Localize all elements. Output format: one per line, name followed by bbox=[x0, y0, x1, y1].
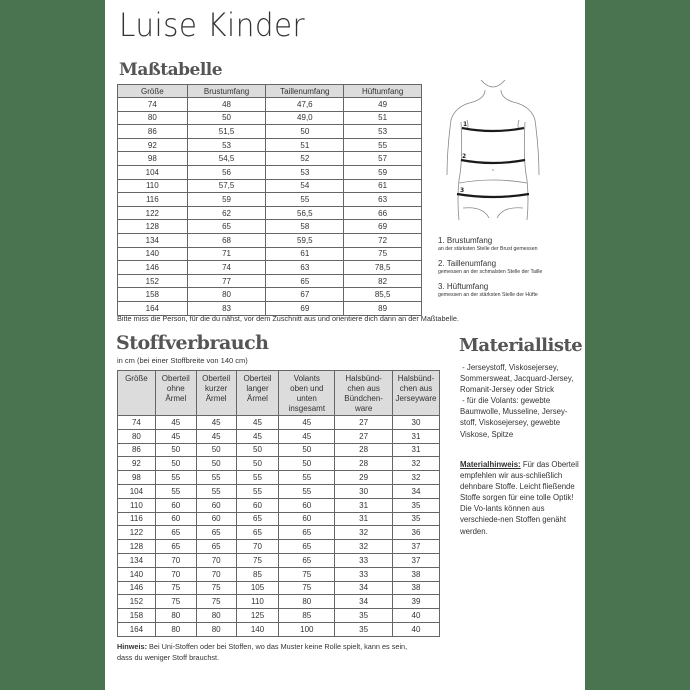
material-line: Romanit-Jersey oder Strick bbox=[460, 385, 555, 395]
table-cell: 55 bbox=[236, 471, 279, 485]
table-cell: 53 bbox=[344, 125, 422, 139]
column-header bbox=[393, 371, 440, 416]
table-cell: 75 bbox=[155, 581, 196, 595]
header-line: Oberteil bbox=[161, 374, 190, 383]
table-cell: 45 bbox=[279, 416, 335, 430]
table-cell: 116 bbox=[118, 512, 156, 526]
table-cell: 55 bbox=[266, 193, 344, 207]
table-cell: 85 bbox=[236, 567, 279, 581]
table-row bbox=[118, 443, 440, 457]
table-cell: 36 bbox=[393, 526, 440, 540]
table-cell: 70 bbox=[155, 567, 196, 581]
header-line: Halsbünd- bbox=[345, 374, 382, 383]
table-cell: 55 bbox=[196, 471, 236, 485]
table-row bbox=[118, 233, 422, 247]
table-cell: 33 bbox=[335, 553, 393, 567]
table-cell: 128 bbox=[118, 220, 188, 234]
table-cell: 38 bbox=[393, 581, 440, 595]
table-cell: 39 bbox=[393, 595, 440, 609]
table-cell: 49 bbox=[344, 98, 422, 112]
table-cell: 75 bbox=[279, 581, 335, 595]
table-cell: 58 bbox=[266, 220, 344, 234]
table-cell: 27 bbox=[335, 429, 393, 443]
header-line: Oberteil bbox=[243, 374, 272, 383]
table-cell: 122 bbox=[118, 206, 188, 220]
table-cell: 60 bbox=[155, 512, 196, 526]
table-cell: 34 bbox=[335, 581, 393, 595]
marker-2: 2 bbox=[462, 153, 467, 160]
column-header bbox=[155, 371, 196, 416]
table-row bbox=[118, 247, 422, 261]
hint-label: Hinweis: bbox=[117, 642, 148, 651]
marker-1: 1 bbox=[463, 121, 468, 128]
table-cell: 110 bbox=[236, 595, 279, 609]
table-row bbox=[118, 138, 422, 152]
header-line: ware bbox=[354, 404, 373, 413]
header-line: chen aus bbox=[399, 384, 433, 393]
table-row bbox=[118, 301, 422, 315]
legend-item-taillenumfang: 2. Taillenumfang gemessen an der schmalsten Stelle der Taille bbox=[438, 259, 543, 275]
table-cell: 45 bbox=[196, 429, 236, 443]
legend-item-brustumfang: 1. Brustumfang an der stärksten Stelle der Brust gemessen bbox=[438, 236, 538, 252]
column-header: Brustumfang bbox=[187, 85, 266, 98]
material-hint-text: Für das Oberteil empfehlen wir aus-schließlich dehnbare Stoffe. Leicht fließende Stoffe sorgen für eine tolle Optik! Die Vo-lants können aus verschiede-nen Stoffen genäht werden. bbox=[460, 460, 579, 536]
table-cell: 51 bbox=[266, 138, 344, 152]
table-row bbox=[118, 581, 440, 595]
document-page bbox=[105, 0, 585, 690]
table-cell: 134 bbox=[118, 233, 188, 247]
table-cell: 104 bbox=[118, 484, 156, 498]
table-cell: 40 bbox=[393, 622, 440, 636]
table-cell: 28 bbox=[335, 443, 393, 457]
table-row bbox=[118, 274, 422, 288]
table-cell: 50 bbox=[236, 443, 279, 457]
table-cell: 100 bbox=[279, 622, 335, 636]
table-cell: 65 bbox=[155, 526, 196, 540]
table-row bbox=[118, 540, 440, 554]
measurement-legend bbox=[438, 236, 583, 305]
materialliste-heading: Materialliste bbox=[459, 335, 583, 356]
table-cell: 65 bbox=[236, 512, 279, 526]
header-line: Ärmel bbox=[205, 394, 227, 403]
table-cell: 85 bbox=[279, 609, 335, 623]
table-row bbox=[118, 595, 440, 609]
table-row bbox=[118, 206, 422, 220]
material-hint-label: Materialhinweis: bbox=[460, 460, 521, 469]
table-cell: 83 bbox=[187, 301, 266, 315]
table-cell: 71 bbox=[187, 247, 266, 261]
table-cell: 57,5 bbox=[187, 179, 266, 193]
column-header bbox=[118, 371, 156, 416]
table-cell: 164 bbox=[118, 301, 188, 315]
table-cell: 69 bbox=[266, 301, 344, 315]
column-header bbox=[196, 371, 236, 416]
table-cell: 75 bbox=[236, 553, 279, 567]
table-cell: 65 bbox=[196, 526, 236, 540]
table-row bbox=[118, 429, 440, 443]
table-cell: 35 bbox=[393, 512, 440, 526]
table-cell: 55 bbox=[155, 484, 196, 498]
header-line: Halsbünd- bbox=[397, 374, 435, 383]
table-cell: 74 bbox=[187, 261, 266, 275]
material-line: Baumwolle, Musseline, Jersey- bbox=[460, 407, 568, 417]
header-line: unten bbox=[296, 394, 317, 403]
column-header: Größe bbox=[118, 85, 188, 98]
table-cell: 70 bbox=[155, 553, 196, 567]
table-cell: 31 bbox=[393, 429, 440, 443]
table-row bbox=[118, 526, 440, 540]
table-cell: 140 bbox=[118, 247, 188, 261]
material-hint bbox=[460, 459, 582, 537]
child-body-outline-icon bbox=[433, 80, 553, 220]
table-cell: 51 bbox=[344, 111, 422, 125]
marker-3: 3 bbox=[460, 187, 465, 194]
material-line: - Jerseystoff, Viskosejersey, bbox=[460, 363, 559, 372]
header-line: Ärmel bbox=[247, 394, 268, 403]
table-cell: 33 bbox=[335, 567, 393, 581]
column-header: Hüftumfang bbox=[344, 85, 422, 98]
table-cell: 45 bbox=[236, 429, 279, 443]
table-cell: 110 bbox=[118, 498, 156, 512]
table-cell: 65 bbox=[236, 526, 279, 540]
table-cell: 82 bbox=[344, 274, 422, 288]
table-cell: 59 bbox=[344, 165, 422, 179]
table-cell: 50 bbox=[187, 111, 266, 125]
table-cell: 125 bbox=[236, 609, 279, 623]
hint-text: Bei Uni-Stoffen oder bei Stoffen, wo das Muster keine Rolle spielt, kann es sein, dass du weniger Stoff brauchst. bbox=[117, 642, 408, 662]
table-cell: 32 bbox=[393, 471, 440, 485]
header-line: insgesamt bbox=[288, 404, 326, 413]
table-row bbox=[118, 609, 440, 623]
table-cell: 55 bbox=[279, 471, 335, 485]
table-cell: 65 bbox=[155, 540, 196, 554]
table-row bbox=[118, 125, 422, 139]
table-cell: 55 bbox=[196, 484, 236, 498]
mass-table-header-row bbox=[118, 85, 422, 98]
table-cell: 98 bbox=[118, 471, 156, 485]
table-cell: 55 bbox=[279, 484, 335, 498]
table-cell: 45 bbox=[155, 416, 196, 430]
stoff-table-subtitle: in cm (bei einer Stoffbreite von 140 cm) bbox=[117, 356, 248, 365]
table-cell: 59 bbox=[187, 193, 266, 207]
material-line: stoff, Viskosejersey, gewebte bbox=[460, 418, 561, 428]
table-cell: 70 bbox=[236, 540, 279, 554]
table-cell: 128 bbox=[118, 540, 156, 554]
table-cell: 34 bbox=[335, 595, 393, 609]
table-cell: 56 bbox=[187, 165, 266, 179]
table-cell: 53 bbox=[187, 138, 266, 152]
table-cell: 54 bbox=[266, 179, 344, 193]
table-cell: 104 bbox=[118, 165, 188, 179]
stoff-table-body bbox=[118, 416, 440, 637]
table-cell: 56,5 bbox=[266, 206, 344, 220]
table-cell: 140 bbox=[118, 567, 156, 581]
table-row bbox=[118, 567, 440, 581]
header-line: langer bbox=[246, 384, 269, 393]
table-cell: 75 bbox=[196, 581, 236, 595]
table-cell: 158 bbox=[118, 609, 156, 623]
material-list bbox=[460, 362, 582, 440]
table-cell: 34 bbox=[393, 484, 440, 498]
table-cell: 65 bbox=[279, 526, 335, 540]
mass-table-heading: Maßtabelle bbox=[119, 60, 223, 80]
table-cell: 35 bbox=[393, 498, 440, 512]
column-header bbox=[335, 371, 393, 416]
table-cell: 152 bbox=[118, 274, 188, 288]
table-cell: 65 bbox=[187, 220, 266, 234]
table-cell: 116 bbox=[118, 193, 188, 207]
table-cell: 80 bbox=[155, 609, 196, 623]
table-cell: 54,5 bbox=[187, 152, 266, 166]
table-cell: 158 bbox=[118, 288, 188, 302]
table-cell: 57 bbox=[344, 152, 422, 166]
table-cell: 50 bbox=[155, 457, 196, 471]
table-cell: 37 bbox=[393, 553, 440, 567]
table-cell: 55 bbox=[236, 484, 279, 498]
page-title: Luise Kinder bbox=[119, 6, 306, 44]
table-cell: 92 bbox=[118, 457, 156, 471]
table-cell: 122 bbox=[118, 526, 156, 540]
table-row bbox=[118, 98, 422, 112]
table-cell: 70 bbox=[196, 553, 236, 567]
header-line: chen aus bbox=[347, 384, 380, 393]
stoff-table-heading: Stoffverbrauch bbox=[116, 332, 269, 354]
table-cell: 75 bbox=[344, 247, 422, 261]
table-cell: 55 bbox=[344, 138, 422, 152]
table-cell: 31 bbox=[335, 498, 393, 512]
table-cell: 72 bbox=[344, 233, 422, 247]
table-row bbox=[118, 484, 440, 498]
table-cell: 27 bbox=[335, 416, 393, 430]
header-line: Volants bbox=[293, 374, 320, 383]
stoff-table bbox=[117, 370, 440, 637]
table-cell: 32 bbox=[393, 457, 440, 471]
header-line: oben und bbox=[290, 384, 324, 393]
table-cell: 50 bbox=[279, 457, 335, 471]
header-line: Ärmel bbox=[165, 394, 187, 403]
table-row bbox=[118, 471, 440, 485]
column-header bbox=[236, 371, 279, 416]
table-cell: 78,5 bbox=[344, 261, 422, 275]
table-row bbox=[118, 622, 440, 636]
mass-table bbox=[117, 84, 422, 316]
table-cell: 61 bbox=[266, 247, 344, 261]
column-header bbox=[279, 371, 335, 416]
table-cell: 98 bbox=[118, 152, 188, 166]
table-cell: 50 bbox=[266, 125, 344, 139]
table-cell: 65 bbox=[279, 540, 335, 554]
table-cell: 29 bbox=[335, 471, 393, 485]
table-row bbox=[118, 165, 422, 179]
table-row bbox=[118, 193, 422, 207]
table-cell: 152 bbox=[118, 595, 156, 609]
table-cell: 62 bbox=[187, 206, 266, 220]
mass-table-note: Bitte miss die Person, für die du nähst, vor dem Zuschnitt aus und orientiere dich dann an der Maßtabelle. bbox=[117, 314, 459, 323]
header-line: Größe bbox=[125, 374, 148, 383]
table-cell: 86 bbox=[118, 125, 188, 139]
table-cell: 75 bbox=[155, 595, 196, 609]
table-cell: 35 bbox=[335, 609, 393, 623]
table-row bbox=[118, 152, 422, 166]
table-cell: 80 bbox=[118, 111, 188, 125]
table-cell: 74 bbox=[118, 98, 188, 112]
material-line: Viskose, Spitze bbox=[460, 429, 514, 439]
table-cell: 45 bbox=[155, 429, 196, 443]
material-line: - für die Volants: gewebte bbox=[460, 396, 551, 406]
table-row bbox=[118, 498, 440, 512]
table-cell: 52 bbox=[266, 152, 344, 166]
table-cell: 80 bbox=[279, 595, 335, 609]
header-line: ohne bbox=[166, 384, 185, 393]
table-row bbox=[118, 416, 440, 430]
table-row bbox=[118, 261, 422, 275]
table-cell: 80 bbox=[187, 288, 266, 302]
table-cell: 55 bbox=[155, 471, 196, 485]
table-cell: 66 bbox=[344, 206, 422, 220]
table-cell: 65 bbox=[196, 540, 236, 554]
table-cell: 35 bbox=[335, 622, 393, 636]
table-row bbox=[118, 457, 440, 471]
table-cell: 67 bbox=[266, 288, 344, 302]
table-cell: 32 bbox=[335, 540, 393, 554]
table-cell: 164 bbox=[118, 622, 156, 636]
table-cell: 38 bbox=[393, 567, 440, 581]
table-cell: 32 bbox=[335, 526, 393, 540]
table-cell: 61 bbox=[344, 179, 422, 193]
table-cell: 75 bbox=[196, 595, 236, 609]
table-cell: 86 bbox=[118, 443, 156, 457]
table-cell: 45 bbox=[279, 429, 335, 443]
table-cell: 51,5 bbox=[187, 125, 266, 139]
table-cell: 45 bbox=[196, 416, 236, 430]
header-line: Bündchen- bbox=[344, 394, 383, 403]
table-cell: 50 bbox=[236, 457, 279, 471]
table-cell: 60 bbox=[196, 498, 236, 512]
table-cell: 49,0 bbox=[266, 111, 344, 125]
table-cell: 45 bbox=[236, 416, 279, 430]
table-cell: 68 bbox=[187, 233, 266, 247]
table-cell: 37 bbox=[393, 540, 440, 554]
table-row bbox=[118, 553, 440, 567]
table-cell: 60 bbox=[236, 498, 279, 512]
table-cell: 74 bbox=[118, 416, 156, 430]
table-cell: 80 bbox=[155, 622, 196, 636]
table-cell: 60 bbox=[279, 498, 335, 512]
table-row bbox=[118, 512, 440, 526]
table-cell: 60 bbox=[196, 512, 236, 526]
table-row bbox=[118, 179, 422, 193]
table-cell: 80 bbox=[196, 622, 236, 636]
header-line: Oberteil bbox=[202, 374, 231, 383]
table-cell: 80 bbox=[118, 429, 156, 443]
body-measurement-figure bbox=[433, 80, 553, 220]
material-line: Sommersweat, Jacquard-Jersey, bbox=[460, 374, 574, 384]
table-cell: 28 bbox=[335, 457, 393, 471]
table-cell: 60 bbox=[155, 498, 196, 512]
header-line: Jerseyware bbox=[395, 394, 437, 403]
stoff-table-header-row bbox=[118, 371, 440, 416]
table-row bbox=[118, 111, 422, 125]
table-cell: 77 bbox=[187, 274, 266, 288]
table-cell: 30 bbox=[393, 416, 440, 430]
table-cell: 48 bbox=[187, 98, 266, 112]
table-cell: 92 bbox=[118, 138, 188, 152]
legend-item-hueftumfang: 3. Hüftumfang gemessen an der stärksten Stelle der Hüfte bbox=[438, 282, 538, 298]
header-line: kurzer bbox=[205, 384, 228, 393]
table-cell: 63 bbox=[344, 193, 422, 207]
table-row bbox=[118, 220, 422, 234]
table-cell: 146 bbox=[118, 261, 188, 275]
table-cell: 50 bbox=[196, 457, 236, 471]
table-cell: 50 bbox=[155, 443, 196, 457]
table-cell: 70 bbox=[196, 567, 236, 581]
table-cell: 140 bbox=[236, 622, 279, 636]
table-cell: 65 bbox=[266, 274, 344, 288]
column-header: Taillenumfang bbox=[266, 85, 344, 98]
table-cell: 65 bbox=[279, 553, 335, 567]
table-cell: 75 bbox=[279, 567, 335, 581]
table-row bbox=[118, 288, 422, 302]
table-cell: 89 bbox=[344, 301, 422, 315]
table-cell: 60 bbox=[279, 512, 335, 526]
table-cell: 30 bbox=[335, 484, 393, 498]
mass-table-body bbox=[118, 98, 422, 316]
table-cell: 47,6 bbox=[266, 98, 344, 112]
table-cell: 53 bbox=[266, 165, 344, 179]
table-cell: 80 bbox=[196, 609, 236, 623]
table-cell: 31 bbox=[335, 512, 393, 526]
table-cell: 134 bbox=[118, 553, 156, 567]
table-cell: 85,5 bbox=[344, 288, 422, 302]
table-cell: 110 bbox=[118, 179, 188, 193]
table-cell: 105 bbox=[236, 581, 279, 595]
table-cell: 69 bbox=[344, 220, 422, 234]
table-cell: 146 bbox=[118, 581, 156, 595]
table-cell: 40 bbox=[393, 609, 440, 623]
table-cell: 59,5 bbox=[266, 233, 344, 247]
stoff-hint bbox=[117, 641, 417, 663]
table-cell: 63 bbox=[266, 261, 344, 275]
table-cell: 31 bbox=[393, 443, 440, 457]
table-cell: 50 bbox=[279, 443, 335, 457]
table-cell: 50 bbox=[196, 443, 236, 457]
